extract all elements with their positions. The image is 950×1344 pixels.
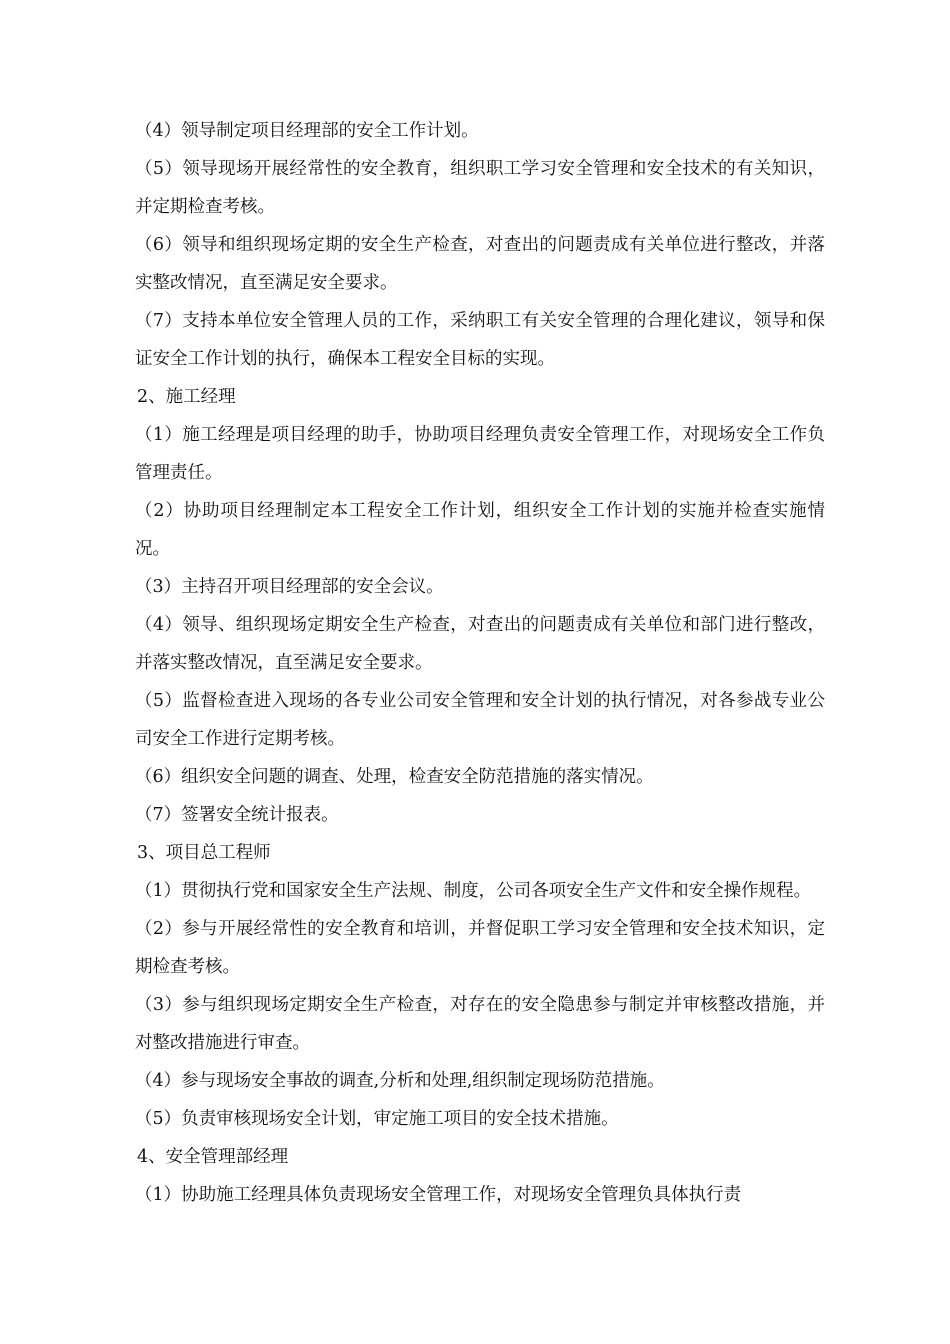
section-heading: 3、项目总工程师 (137, 843, 271, 863)
list-item: （6）组织安全问题的调查、处理，检查安全防范措施的落实情况。 (135, 767, 654, 787)
list-item: （4）领导、组织现场定期安全生产检查，对查出的问题责成有关单位和部门进行整改，并落实整改情况，直至满足安全要求。 (135, 615, 825, 673)
list-item: （5）负责审核现场安全计划，审定施工项目的安全技术措施。 (135, 1109, 619, 1129)
list-item: （6）领导和组织现场定期的安全生产检查，对查出的问题责成有关单位进行整改，并落实整改情况，直至满足安全要求。 (135, 235, 825, 293)
list-item: （4）领导制定项目经理部的安全工作计划。 (135, 121, 479, 141)
section-heading: 2、施工经理 (137, 387, 236, 407)
list-item: （2）参与开展经常性的安全教育和培训，并督促职工学习安全管理和安全技术知识，定期检查考核。 (135, 919, 825, 977)
list-item: （4）参与现场安全事故的调查,分析和处理,组织制定现场防范措施。 (135, 1071, 665, 1091)
list-item: （5）监督检查进入现场的各专业公司安全管理和安全计划的执行情况，对各参战专业公司安全工作进行定期考核。 (135, 691, 825, 749)
document-body (135, 112, 825, 1214)
list-item: （7）签署安全统计报表。 (135, 805, 339, 825)
list-item: （2）协助项目经理制定本工程安全工作计划，组织安全工作计划的实施并检查实施情况。 (135, 501, 825, 559)
list-item: （3）参与组织现场定期安全生产检查，对存在的安全隐患参与制定并审核整改措施，并对整改措施进行审查。 (135, 995, 825, 1053)
list-item: （7）支持本单位安全管理人员的工作，采纳职工有关安全管理的合理化建议，领导和保证安全工作计划的执行，确保本工程安全目标的实现。 (135, 311, 825, 369)
list-item: （1）贯彻执行党和国家安全生产法规、制度，公司各项安全生产文件和安全操作规程。 (135, 881, 812, 901)
list-item: （1）施工经理是项目经理的助手，协助项目经理负责安全管理工作，对现场安全工作负管理责任。 (135, 425, 825, 483)
section-heading: 4、安全管理部经理 (137, 1147, 289, 1167)
list-item: （5）领导现场开展经常性的安全教育，组织职工学习安全管理和安全技术的有关知识，并定期检查考核。 (135, 159, 825, 217)
list-item: （3）主持召开项目经理部的安全会议。 (135, 577, 444, 597)
list-item: （1）协助施工经理具体负责现场安全管理工作，对现场安全管理负具体执行责 (135, 1185, 742, 1205)
